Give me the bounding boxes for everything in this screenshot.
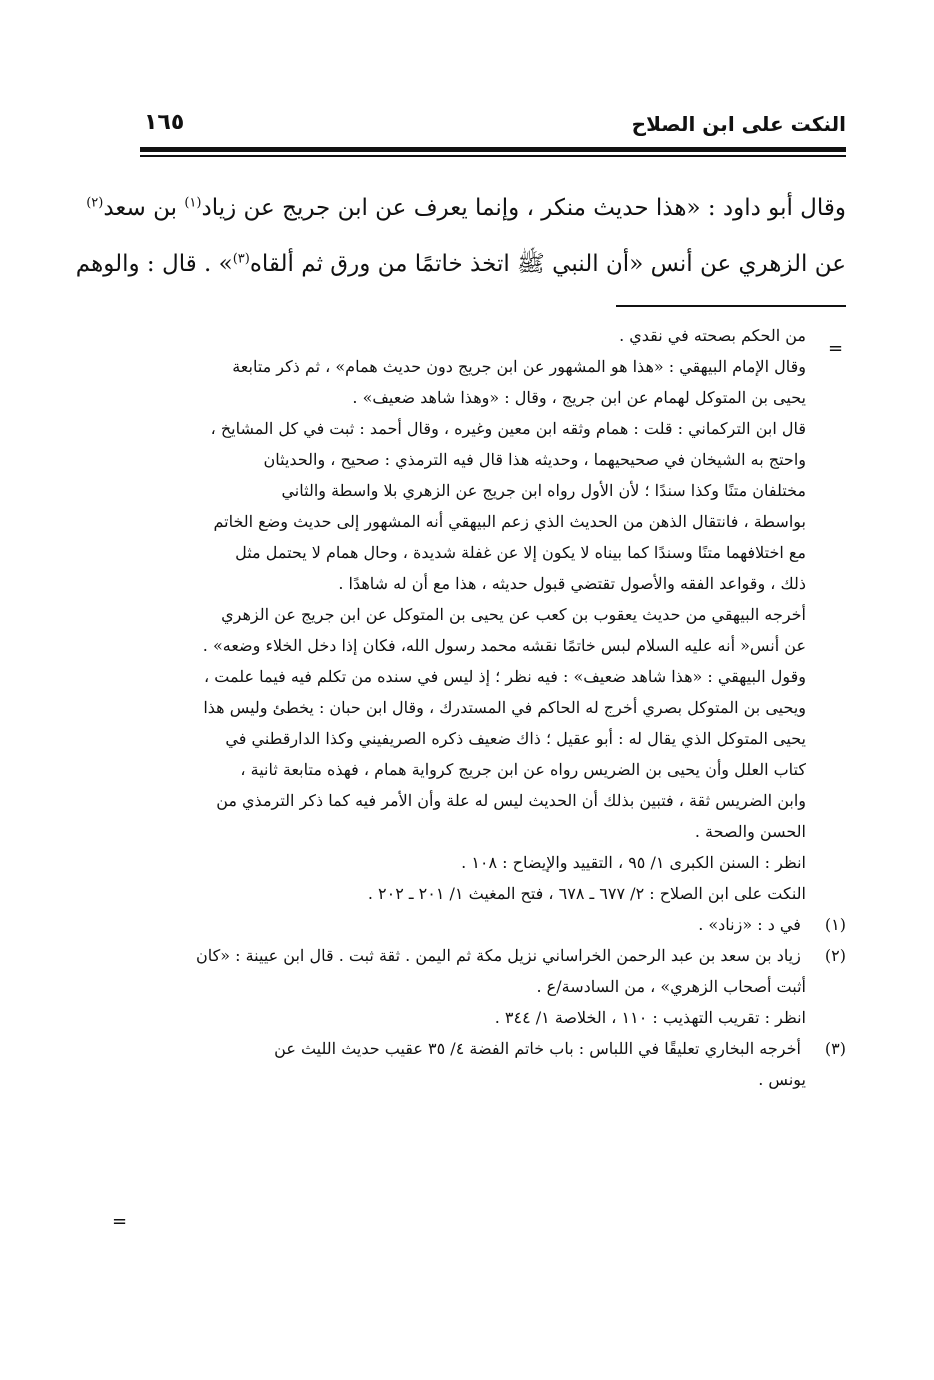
footnote-number: (٣) — [824, 1039, 846, 1058]
main-line-text: عن الزهري عن أنس «أن النبي ﷺ اتخذ خاتمًا من ورق ثم ألقاه — [249, 251, 846, 277]
note-line: من الحكم بصحته في نقدي . — [619, 326, 806, 345]
note-line: عن أنس« أنه عليه السلام لبس خاتمًا نقشه محمد رسول الله، فكان إذا دخل الخلاء وضعه» . — [202, 636, 806, 655]
end-marker: = — [112, 1211, 128, 1232]
header-rule-thin — [140, 155, 846, 157]
continuation-marker: = — [828, 338, 844, 359]
footnote-text: أثبت أصحاب الزهري» ، من السادسة/ع . — [536, 977, 806, 996]
footnote-1 — [140, 909, 846, 940]
main-text — [75, 180, 846, 292]
note-line: ويحيى بن المتوكل بصري أخرج له الحاكم في المستدرك ، وقال ابن حبان : يخطئ وليس هذا — [203, 698, 806, 717]
footnote-text: زياد بن سعد بن عبد الرحمن الخراساني نزيل مكة ثم اليمن . ثقة ثبت . قال ابن عيينة : «كان — [196, 946, 801, 965]
note-line: يحيى بن المتوكل لهمام عن ابن جريج ، وقال : «وهذا شاهد ضعيف» . — [352, 388, 806, 407]
main-line-text: » . قال : والوهم — [75, 251, 233, 277]
page-number: ١٦٥ — [144, 110, 185, 135]
footnote-separator — [616, 305, 846, 307]
page-header — [140, 112, 846, 142]
note-line: كتاب العلل وأن يحيى بن الضريس رواه عن ابن جريج كرواية همام ، فهذه متابعة ثانية ، — [240, 760, 806, 779]
book-title: النكت على ابن الصلاح — [631, 112, 846, 136]
footnote-3 — [140, 1033, 846, 1064]
main-line-text: وقال أبو داود : «هذا حديث منكر ، وإنما يعرف عن ابن جريج عن زياد — [201, 195, 846, 221]
footnote-ref: (١) — [184, 195, 202, 211]
note-line: مع اختلافهما متنًا وسندًا كما بيناه لا يكون إلا عن غفلة شديدة ، وحال همام لا يحتمل مثل — [235, 543, 806, 562]
note-line: واحتج به الشيخان في صحيحيهما ، وحديثه هذا قال فيه الترمذي : صحيح ، والحديثان — [263, 450, 806, 469]
main-line — [86, 180, 846, 236]
footnote-text: يونس . — [758, 1070, 806, 1089]
main-line — [75, 236, 846, 292]
note-line: وقول البيهقي : «هذا شاهد ضعيف» : فيه نظر ؛ إذ ليس في سنده من تكلم فيه فيما علمت ، — [204, 667, 806, 686]
note-line: وابن الضريس ثقة ، فتبين بذلك أن الحديث ليس له علة وأن الأمر فيه كما ذكر الترمذي من — [216, 791, 806, 810]
footnote-text: انظر : تقريب التهذيب : ١١٠ ، الخلاصة ١/ ٣٤٤ . — [494, 1008, 806, 1027]
footnote-number: (٢) — [824, 946, 846, 965]
note-line: الحسن والصحة . — [694, 822, 806, 841]
footnote-text: في د : «زناد» . — [698, 915, 801, 934]
note-line: مختلفان متنًا وكذا سندًا ؛ لأن الأول رواه ابن جريج عن الزهري بلا واسطة والثاني — [281, 481, 806, 500]
note-line: قال ابن التركماني : قلت : همام وثقه ابن معين وغيره ، وقال أحمد : ثبت في كل المشايخ ، — [210, 419, 806, 438]
main-line-text: بن سعد — [103, 195, 185, 221]
footnote-2 — [140, 940, 846, 971]
note-line: انظر : السنن الكبرى ١/ ٩٥ ، التقييد والإيضاح : ١٠٨ . — [461, 853, 806, 872]
note-line: وقال الإمام البيهقي : «هذا هو المشهور عن ابن جريج دون حديث همام» ، ثم ذكر متابعة — [232, 357, 806, 376]
header-rule-thick — [140, 147, 846, 152]
footnote-text: أخرجه البخاري تعليقًا في اللباس : باب خاتم الفضة ٤/ ٣٥ عقيب حديث الليث عن — [274, 1039, 801, 1058]
footnote-number: (١) — [824, 915, 846, 934]
note-line: النكت على ابن الصلاح : ٢/ ٦٧٧ ـ ٦٧٨ ، فتح المغيث ١/ ٢٠١ ـ ٢٠٢ . — [367, 884, 806, 903]
footnotes — [140, 320, 846, 1095]
footnote-ref: (٣) — [232, 251, 250, 267]
footnote-ref: (٢) — [86, 195, 104, 211]
note-line: يحيى المتوكل الذي يقال له : أبو عقيل ؛ ذاك ضعيف ذكره الصريفيني وكذا الدارقطني في — [225, 729, 806, 748]
note-line: بواسطة ، فانتقال الذهن من الحديث الذي زعم البيهقي أنه المشهور إلى حديث وضع الخاتم — [213, 512, 806, 531]
note-line: ذلك ، وقواعد الفقه والأصول تقتضي قبول حديثه ، هذا مع أن له شاهدًا . — [338, 574, 806, 593]
note-line: أخرجه البيهقي من حديث يعقوب بن كعب عن يحيى بن المتوكل عن ابن جريج عن الزهري — [221, 605, 806, 624]
